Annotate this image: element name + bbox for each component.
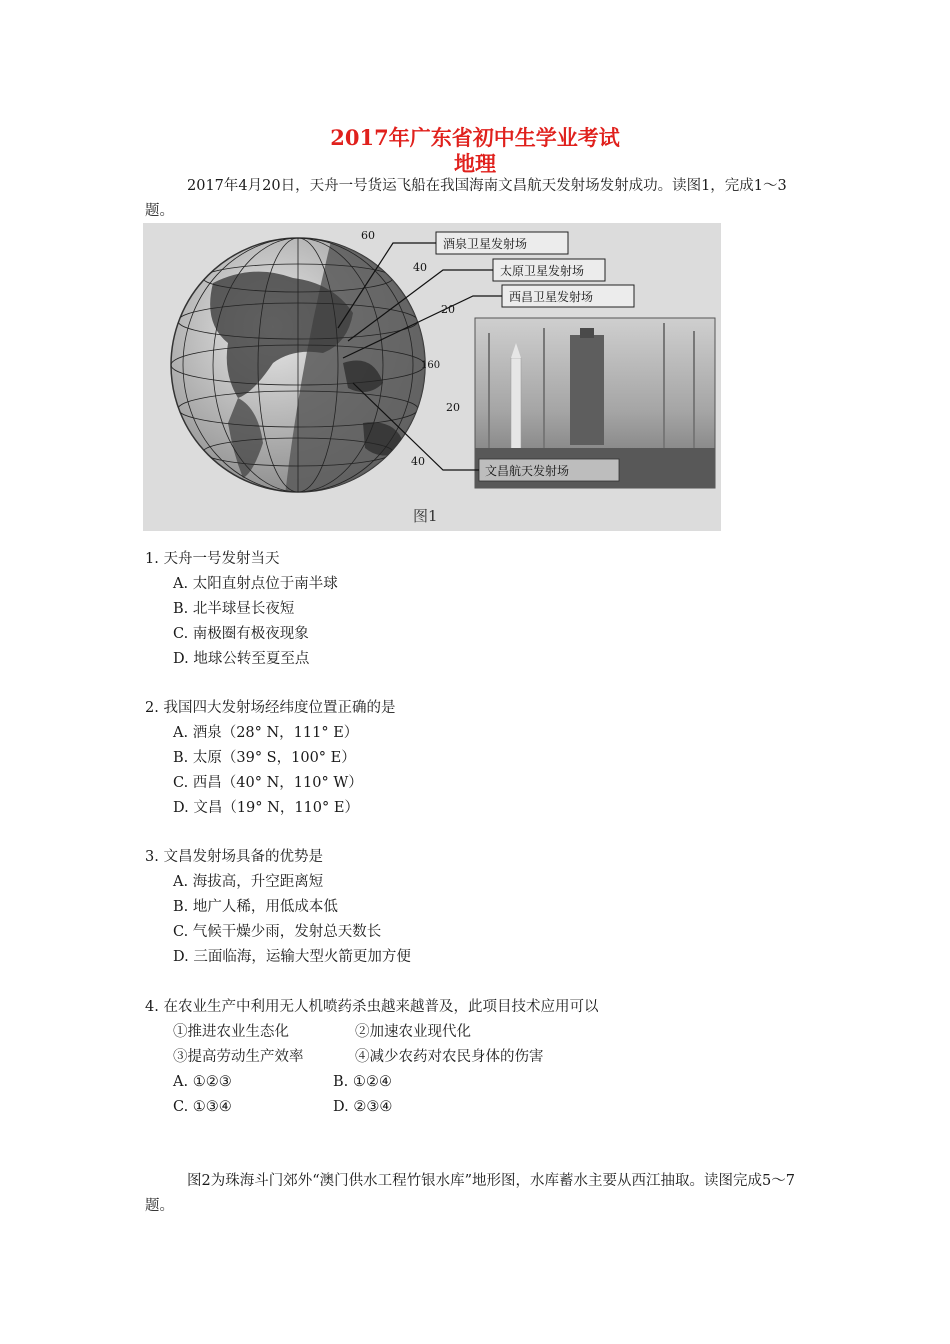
question-2-option-c: C. 西昌（40° N，110° W）: [173, 775, 363, 791]
question-4-options-row-1: [145, 1070, 598, 1095]
figure-caption: 图1: [413, 507, 438, 525]
globe-number-20-south: 20: [446, 401, 460, 414]
question-1-option-b: B. 北半球昼长夜短: [173, 601, 295, 617]
question-3-option-d: D. 三面临海，运输大型火箭更加方便: [173, 949, 411, 965]
intro-paragraph-2: 图2为珠海斗门郊外“澳门供水工程竹银水库”地形图，水库蓄水主要从西江抽取。读图完成5～7题。: [145, 1173, 795, 1214]
label-jiuquan: 酒泉卫星发射场: [443, 237, 528, 251]
label-wenchang: 文昌航天发射场: [485, 464, 570, 478]
question-4-items-row-2: [145, 1045, 598, 1070]
question-2-option-d: D. 文昌（19° N，110° E）: [173, 800, 359, 816]
question-4-item-1: ①推进农业生态化: [173, 1024, 289, 1040]
figure-1-illustration: [143, 223, 721, 531]
question-2-option-a: A. 酒泉（28° N，111° E）: [173, 725, 359, 741]
globe-graphic: [171, 229, 460, 513]
question-3-stem: 3. 文昌发射场具备的优势是: [145, 849, 323, 865]
question-4-item-3: ③提高劳动生产效率: [173, 1049, 304, 1065]
question-3-option-c: C. 气候干燥少雨，发射总天数长: [173, 924, 382, 940]
question-1-option-a: A. 太阳直射点位于南半球: [173, 576, 338, 592]
question-4-item-2: ②加速农业现代化: [355, 1024, 471, 1040]
globe-number-40: 40: [413, 261, 427, 274]
question-4-item-4: ④减少农药对农民身体的伤害: [355, 1049, 544, 1065]
question-4-option-a: A. ①②③: [173, 1074, 232, 1090]
globe-number-20: 20: [441, 303, 455, 316]
question-4: [145, 995, 598, 1120]
globe-number-160: 160: [421, 360, 441, 371]
exam-subject: 地理: [454, 151, 496, 176]
question-4-options-row-2: [145, 1095, 598, 1120]
question-4-items-row-1: [145, 1020, 598, 1045]
exam-title: 2017年广东省初中生学业考试: [330, 125, 620, 150]
question-3: [145, 845, 411, 970]
question-2-stem: 2. 我国四大发射场经纬度位置正确的是: [145, 700, 396, 716]
label-taiyuan: 太原卫星发射场: [500, 264, 585, 278]
question-4-stem: 4. 在农业生产中利用无人机喷药杀虫越来越普及，此项目技术应用可以: [145, 999, 599, 1015]
globe-number-40-south: 40: [411, 455, 425, 468]
intro-paragraph-1: 2017年4月20日，天舟一号货运飞船在我国海南文昌航天发射场发射成功。读图1，完成1～3题。: [145, 178, 787, 219]
question-4-option-d: D. ②③④: [333, 1099, 393, 1115]
question-1: [145, 547, 338, 672]
question-3-option-b: B. 地广人稀，用低成本低: [173, 899, 338, 915]
question-1-option-d: D. 地球公转至夏至点: [173, 651, 310, 667]
question-1-stem: 1. 天舟一号发射当天: [145, 551, 280, 567]
question-1-option-c: C. 南极圈有极夜现象: [173, 626, 309, 642]
question-2-option-b: B. 太原（39° S，100° E）: [173, 750, 356, 766]
question-4-option-c: C. ①③④: [173, 1099, 232, 1115]
label-xichang: 西昌卫星发射场: [509, 290, 594, 304]
question-3-option-a: A. 海拔高，升空距离短: [173, 874, 324, 890]
globe-number-60: 60: [361, 229, 375, 242]
question-2: [145, 696, 395, 821]
figure-1: [143, 223, 721, 531]
question-4-option-b: B. ①②④: [333, 1074, 392, 1090]
